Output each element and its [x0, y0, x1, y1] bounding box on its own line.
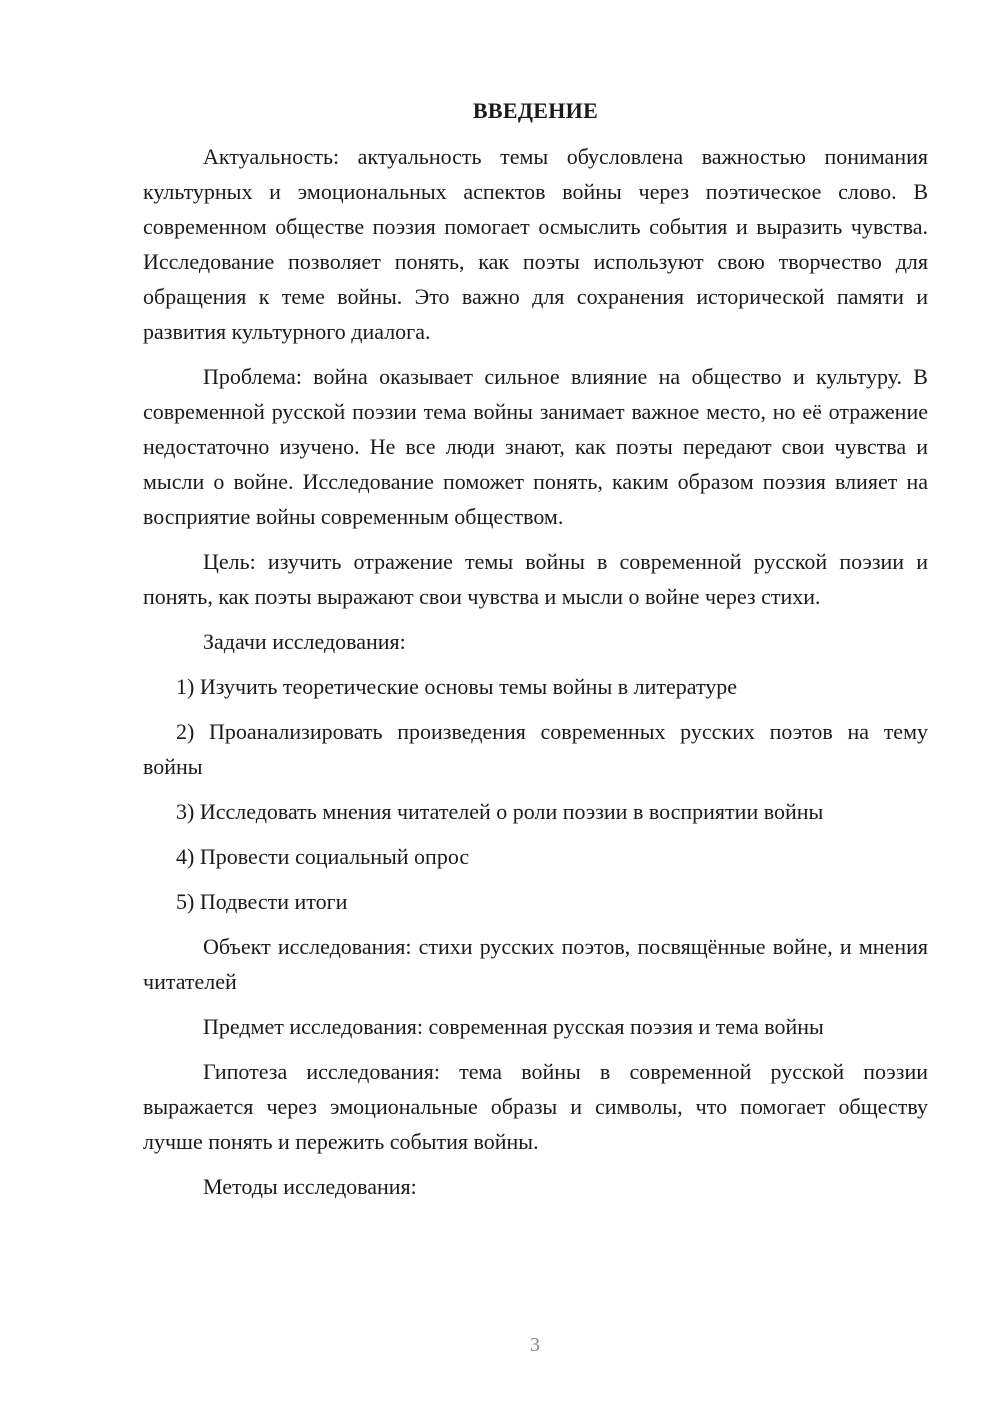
task-item-3: 3) Исследовать мнения читателей о роли поэзии в восприятии войны: [176, 799, 824, 824]
page-number: 3: [530, 1334, 540, 1356]
paragraph-object: Объект исследования: стихи русских поэтов, посвящённые войне, и мнения читателей: [143, 934, 928, 994]
section-heading: ВВЕДЕНИЕ: [472, 98, 599, 123]
paragraph-subject: Предмет исследования: современная русская поэзия и тема войны: [203, 1014, 824, 1039]
paragraph-tasks-title: Задачи исследования:: [203, 629, 406, 654]
task-item-5: 5) Подвести итоги: [176, 889, 348, 914]
paragraph-relevance: Актуальность: актуальность темы обусловлена важностью понимания культурных и эмоциональных аспектов войны через поэтическое слово. В современном обществе поэзия помогает осмыслить события и выразить чувства. Исследование позволяет понять, как поэты используют свою творчество для обращения к теме войны. Это важно для сохранения исторической памяти и развития культурного диалога.: [143, 144, 928, 344]
paragraph-problem: Проблема: война оказывает сильное влияние на общество и культуру. В современной русской поэзии тема войны занимает важное место, но её отражение недостаточно изучено. Не все люди знают, как поэты передают свои чувства и мысли о войне. Исследование поможет понять, каким образом поэзия влияет на восприятие войны современным обществом.: [143, 364, 928, 529]
task-item-2: 2) Проанализировать произведения современных русских поэтов на тему войны: [143, 719, 928, 779]
task-item-4: 4) Провести социальный опрос: [176, 844, 470, 869]
document-page: [143, 96, 928, 1214]
paragraph-goal: Цель: изучить отражение темы войны в современной русской поэзии и понять, как поэты выражают свои чувства и мысли о войне через стихи.: [143, 549, 928, 609]
paragraph-methods: Методы исследования:: [203, 1174, 417, 1199]
task-item-1: 1) Изучить теоретические основы темы войны в литературе: [176, 674, 738, 699]
paragraph-hypothesis: Гипотеза исследования: тема войны в современной русской поэзии выражается через эмоциональные образы и символы, что помогает обществу лучше понять и пережить события войны.: [143, 1059, 928, 1154]
